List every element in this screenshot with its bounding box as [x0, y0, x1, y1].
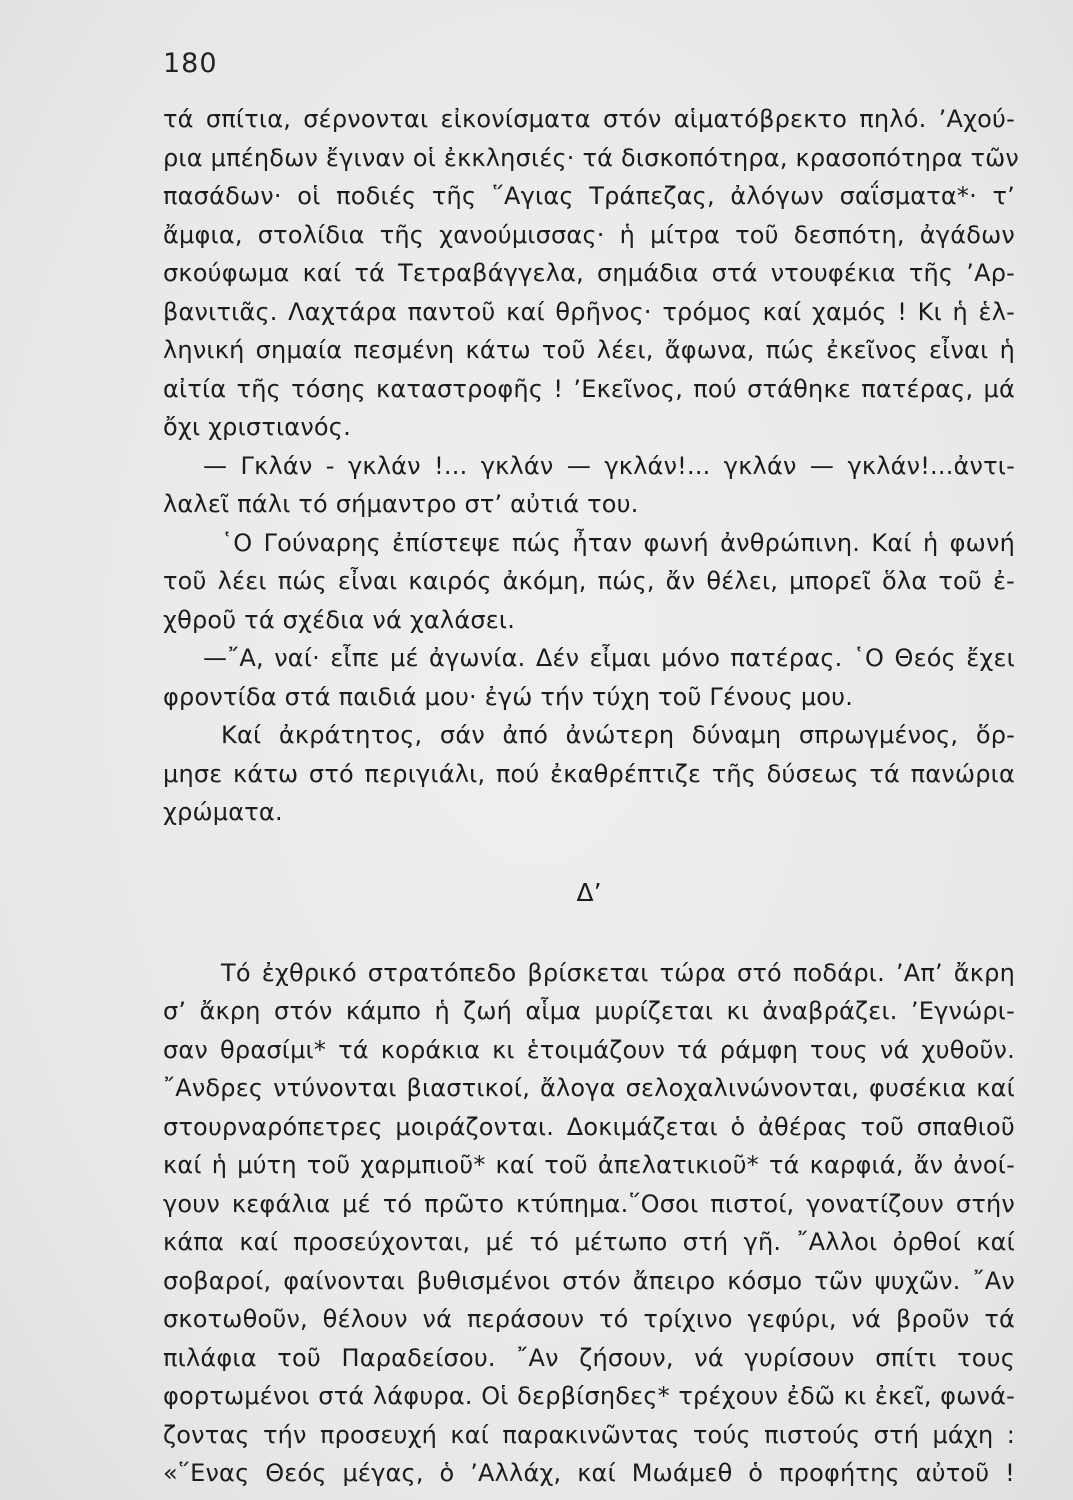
text-line: χθροῦ τά σχέδια νά χαλάσει. [163, 605, 516, 634]
text-line: μησε κάτω στό περιγιάλι, πού ἐκαθρέπτιζε τῆς δύσεως τά πανώρια [163, 759, 1015, 788]
text-line: σοβαροί, φαίνονται βυθισμένοι στόν ἄπειρο κόσμο τῶν ψυχῶν. ῎Αν [163, 1266, 1015, 1295]
text-line: ῎Ανδρες ντύνονται βιαστικοί, ἄλογα σελοχαλινώνονται, φυσέκια καί [163, 1074, 1015, 1102]
text-line: βανιτιᾶς. Λαχτάρα παντοῦ καί θρῆνος· τρόμος καί χαμός ! Κι ἡ ἑλ- [163, 297, 1015, 326]
text-line: λαλεῖ πάλι τό σήμαντρο στ’ αὐτιά του. [163, 490, 639, 518]
paragraphs-bottom [163, 954, 1015, 1493]
text-line: σ’ ἄκρη στόν κάμπο ἡ ζωή αἷμα μυρίζεται κι ἀναβράζει. ’Εγνώρι- [163, 997, 1015, 1025]
text-line: σαν θρασίμι* τά κοράκια κι ἑτοιμάζουν τά ράμφη τους νά χυθοῦν. [163, 1035, 1015, 1064]
text-line: — Γκλάν - γκλάν !... γκλάν — γκλάν!... γκλάν — γκλάν!...ἀντι- [203, 451, 1015, 480]
text-line: κάπα καί προσεύχονται, μέ τό μέτωπο στή γῆ. ῎Αλλοι ὀρθοί καί [163, 1228, 1015, 1256]
body-text [163, 100, 1020, 1493]
text-line: καί ἡ μύτη τοῦ χαρμπιοῦ* καί τοῦ ἀπελατικιοῦ* τά καρφιά, ἄν ἀνοί- [163, 1151, 1015, 1179]
text-line: σκούφωμα καί τά Τετραβάγγελα, σημάδια στά ντουφέκια τῆς ’Αρ- [163, 259, 1015, 287]
text-line: πιλάφια τοῦ Παραδείσου. ῎Αν ζήσουν, νά γυρίσουν σπίτι τους [163, 1343, 1015, 1372]
paragraphs-top [163, 100, 1020, 832]
text-line: Καί ἀκράτητος, σάν ἀπό ἀνώτερη δύναμη σπρωγμένος, ὅρ- [221, 721, 1015, 749]
text-line: στουρναρόπετρες μοιράζονται. Δοκιμάζεται ὁ ἀθέρας τοῦ σπαθιοῦ [163, 1112, 1015, 1141]
text-line: φροντίδα στά παιδιά μου· ἐγώ τήν τύχη τοῦ Γένους μου. [163, 682, 854, 711]
section-heading: Δ’ [576, 877, 602, 907]
page-number: 180 [163, 48, 218, 79]
text-line: φορτωμένοι στά λάφυρα. Οἱ δερβίσηδες* τρέχουν ἐδῶ κι ἐκεῖ, φωνά- [163, 1382, 1015, 1410]
text-line: ἄμφια, στολίδια τῆς χανούμισσας· ἡ μίτρα τοῦ δεσπότη, ἀγάδων [163, 220, 1015, 249]
text-line: —῎Α, ναί· εἶπε μέ ἀγωνία. Δέν εἶμαι μόνο πατέρας. ῾Ο Θεός ἔχει [203, 644, 1015, 672]
text-line: ζοντας τήν προσευχή καί παρακινῶντας τούς πιστούς στή μάχη : [163, 1420, 1015, 1449]
text-line: ρια μπέηδων ἔγιναν οἱ ἐκκλησιές· τά δισκοπότηρα, κρασοπότηρα τῶν [163, 143, 1020, 172]
text-line: πασάδων· οἱ ποδιές τῆς ῞Αγιας Τράπεζας, ἀλόγων σαΐσματα*· τ’ [163, 182, 1015, 210]
text-line: τά σπίτια, σέρνονται εἰκονίσματα στόν αἱματόβρεκτο πηλό. ’Αχού- [163, 105, 1015, 133]
text-line: ῾Ο Γούναρης ἐπίστεψε πώς ἦταν φωνή ἀνθρώπινη. Καί ἡ φωνή [221, 528, 1015, 557]
text-line: ληνική σημαία πεσμένη κάτω τοῦ λέει, ἄφωνα, πώς ἐκεῖνος εἶναι ἡ [163, 336, 1015, 364]
text-line: τοῦ λέει πώς εἶναι καιρός ἀκόμη, πώς, ἄν θέλει, μπορεῖ ὅλα τοῦ ἐ- [163, 567, 1015, 595]
text-line: Τό ἐχθρικό στρατόπεδο βρίσκεται τώρα στό ποδάρι. ’Απ’ ἄκρη [221, 958, 1015, 987]
text-line: γουν κεφάλια μέ τό πρῶτο κτύπημα.῞Οσοι πιστοί, γονατίζουν στήν [163, 1189, 1015, 1218]
text-line: αἰτία τῆς τόσης καταστροφῆς ! ’Εκεῖνος, πού στάθηκε πατέρας, μά [163, 374, 1015, 403]
text-line: σκοτωθοῦν, θέλουν νά περάσουν τό τρίχινο γεφύρι, νά βροῦν τά [163, 1305, 1015, 1333]
text-line: «῞Ενας Θεός μέγας, ὁ ’Αλλάχ, καί Μωάμεθ ὁ προφήτης αὐτοῦ ! [163, 1459, 1015, 1487]
text-line: ὄχι χριστιανός. [163, 413, 351, 441]
text-line: χρώματα. [163, 798, 283, 826]
